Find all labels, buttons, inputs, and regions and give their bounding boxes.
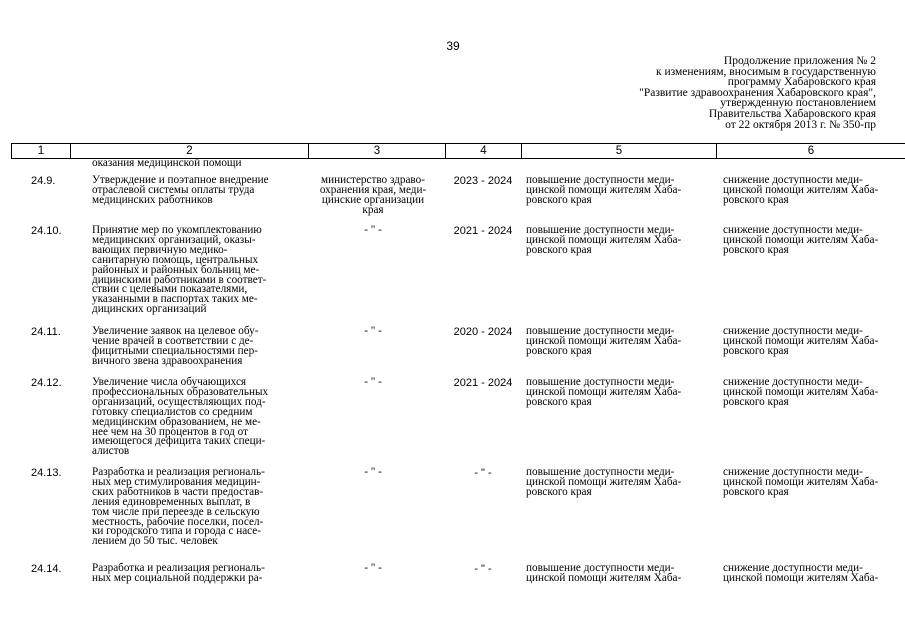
result-text-line: ровского края <box>526 344 592 357</box>
consequence-text-line: ровского края <box>723 193 789 206</box>
consequence-text-line: снижение доступности меди- <box>723 466 863 478</box>
result-text-line: повышение доступности меди- <box>526 174 675 186</box>
measure-text-line: медицинских организаций, оказы- <box>92 233 256 246</box>
result-text-line: повышение доступности меди- <box>526 325 675 337</box>
executor-text-line: - " - <box>364 376 382 388</box>
measure-text-line: медицинских работников <box>92 193 213 206</box>
consequence-text-line: снижение доступности меди- <box>723 174 863 186</box>
executor-text-line: - " - <box>364 466 382 478</box>
result-text-line: ровского края <box>526 243 592 256</box>
continuation-text: оказания медицинской помощи <box>92 157 242 169</box>
period-text: 2023 - 2024 <box>453 175 513 187</box>
consequence-text-line: снижение доступности меди- <box>723 224 863 236</box>
measure-text-line: Разработка и реализация региональ- <box>92 562 265 574</box>
measure-text-line: готовку специалистов со средним <box>92 405 253 418</box>
measure-text-line: Разработка и реализация региональ- <box>92 466 265 478</box>
result-text-line: повышение доступности меди- <box>526 466 675 478</box>
result-text-line: цинской помощи жителям Хаба- <box>526 334 682 347</box>
measure-text-line: вичного звена здравоохранения <box>92 354 243 367</box>
result-text-line: ровского края <box>526 395 592 408</box>
header-line: к изменениям, вносимым в государственную <box>656 65 876 78</box>
consequence-text-line: цинской помощи жителям Хаба- <box>723 183 879 196</box>
measure-text-line: указанными в паспортах таких ме- <box>92 293 258 306</box>
executor-text-line: цинские организации <box>321 193 425 206</box>
period-text: - " - <box>474 563 492 575</box>
executor-text-line: края <box>362 203 384 216</box>
period-text: 2021 - 2024 <box>453 377 513 389</box>
measure-text-line: ления единовременных выплат, в <box>92 495 251 508</box>
consequence-text-line: цинской помощи жителям Хаба- <box>723 571 879 584</box>
measure-text-line: нее чем на 30 процентов в год от <box>92 425 248 438</box>
consequence-text-line: цинской помощи жителям Хаба- <box>723 233 879 246</box>
executor-text-line: - " - <box>364 562 382 574</box>
measure-text-line: ки городского типа и города с насе- <box>92 525 261 538</box>
header-line: "Развитие здравоохранения Хабаровского края", <box>639 86 876 99</box>
consequence-text-line: ровского края <box>723 395 789 408</box>
row-number: 24.13. <box>31 467 62 479</box>
measure-text-line: алистов <box>92 445 130 458</box>
header-line: программу Хабаровского края <box>727 76 876 89</box>
result-text-line: цинской помощи жителям Хаба- <box>526 571 682 584</box>
column-header-1: 1 <box>11 144 70 158</box>
consequence-text-line: ровского края <box>723 485 789 498</box>
measure-text-line: дицинских организаций <box>92 303 207 316</box>
column-header-4: 4 <box>445 144 521 158</box>
measure-text-line: ных мер стимулирования медицин- <box>92 475 261 488</box>
executor-text-line: министерство здраво- <box>321 174 425 186</box>
executor-text-line: охранения края, меди- <box>319 183 427 196</box>
consequence-text-line: ровского края <box>723 344 789 357</box>
result-text-line: цинской помощи жителям Хаба- <box>526 475 682 488</box>
measure-text-line: отраслевой системы оплаты труда <box>92 183 255 196</box>
header-line: утвержденную постановлением <box>720 97 876 110</box>
column-header-6: 6 <box>716 144 905 158</box>
period-text: 2020 - 2024 <box>453 326 513 338</box>
measure-text-line: Увеличение заявок на целевое обу- <box>92 325 259 337</box>
result-text-line: цинской помощи жителям Хаба- <box>526 385 682 398</box>
column-header-3: 3 <box>308 144 445 158</box>
consequence-text-line: снижение доступности меди- <box>723 376 863 388</box>
column-header-5: 5 <box>521 144 716 158</box>
measure-text-line: Утверждение и поэтапное внедрение <box>92 174 269 186</box>
measure-text-line: имеющегося дефицита таких специ- <box>92 435 266 448</box>
executor-text-line: - " - <box>364 325 382 337</box>
consequence-text-line: снижение доступности меди- <box>723 325 863 337</box>
executor-text-line: - " - <box>364 224 382 236</box>
measure-text-line: лением до 50 тыс. человек <box>92 535 218 548</box>
consequence-text-line: ровского края <box>723 243 789 256</box>
measure-text-line: чение врачей в соответствии с де- <box>92 334 254 347</box>
measure-text-line: фицитными специальностями пер- <box>92 344 258 357</box>
appendix-header <box>639 56 876 130</box>
measure-text-line: том числе при переезде в сельскую <box>92 505 260 518</box>
period-text: 2021 - 2024 <box>453 225 513 237</box>
result-text-line: ровского края <box>526 485 592 498</box>
measure-text-line: Увеличение числа обучающихся <box>92 376 247 388</box>
measure-text-line: местность, рабочие поселки, посел- <box>92 515 264 528</box>
header-line: Правительства Хабаровского края <box>708 107 876 120</box>
result-text-line: повышение доступности меди- <box>526 376 675 388</box>
page-number: 39 <box>446 39 460 53</box>
measure-text-line: ных мер социальной поддержки ра- <box>92 571 263 584</box>
row-number: 24.9. <box>31 175 56 187</box>
measure-text-line: районных и районных больниц ме- <box>92 263 260 276</box>
measure-text-line: Принятие мер по укомплектованию <box>92 224 262 236</box>
consequence-text-line: цинской помощи жителям Хаба- <box>723 475 879 488</box>
measure-text-line: ствии с целевыми показателями, <box>92 283 248 296</box>
measure-text-line: санитарную помощь, центральных <box>92 253 259 266</box>
measure-text-line: медицинским образованием, не ме- <box>92 415 261 428</box>
result-text-line: цинской помощи жителям Хаба- <box>526 183 682 196</box>
consequence-text-line: цинской помощи жителям Хаба- <box>723 334 879 347</box>
measure-text-line: вающих первичную медико- <box>92 243 228 256</box>
row-number: 24.12. <box>31 377 62 389</box>
result-text-line: цинской помощи жителям Хаба- <box>526 233 682 246</box>
row-number: 24.11. <box>31 326 61 338</box>
consequence-text-line: снижение доступности меди- <box>723 562 863 574</box>
result-text-line: ровского края <box>526 193 592 206</box>
column-header-2: 2 <box>70 144 308 158</box>
measure-text-line: дицинскими работниками в соответ- <box>92 273 267 286</box>
measure-text-line: организаций, осуществляющих под- <box>92 395 266 408</box>
measure-text-line: профессиональных образовательных <box>92 385 269 398</box>
header-line: Продолжение приложения № 2 <box>723 55 876 67</box>
period-text: - " - <box>474 467 492 479</box>
consequence-text-line: цинской помощи жителям Хаба- <box>723 385 879 398</box>
result-text-line: повышение доступности меди- <box>526 224 675 236</box>
result-text-line: повышение доступности меди- <box>526 562 675 574</box>
row-number: 24.14. <box>31 563 62 575</box>
row-number: 24.10. <box>31 225 62 237</box>
measure-text-line: ских работников в части предостав- <box>92 485 264 498</box>
header-line: от 22 октября 2013 г. № 350-пр <box>725 118 876 131</box>
